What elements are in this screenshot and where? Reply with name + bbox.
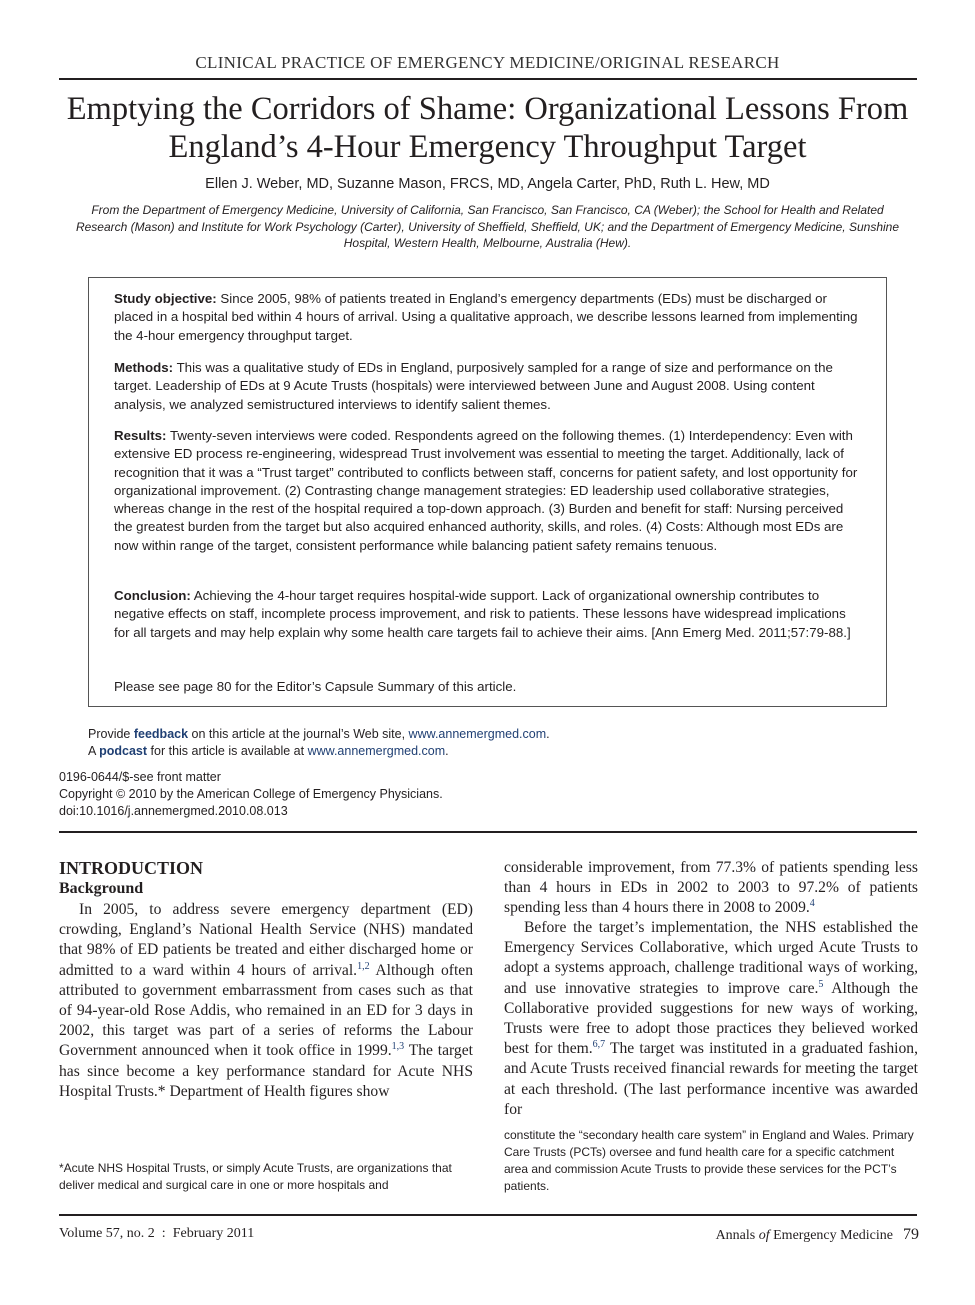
section-header: CLINICAL PRACTICE OF EMERGENCY MEDICINE/ORIGINAL RESEARCH (195, 53, 780, 72)
podcast-pre: A (88, 744, 100, 758)
conclusion-text: Achieving the 4-hour target requires hospital-wide support. Lack of organizational ownership contributes to negative effects on staff, incomplete process improvement, and risk to patients. These lessons have widespread implications for all targets and may help explain why some health care targets fail to achieve their aims. [Ann Emerg Med. 2011;57:79-88.] (114, 588, 851, 640)
abstract-methods (114, 359, 864, 414)
introduction-heading: INTRODUCTION (59, 858, 204, 878)
feedback-pre: Provide (88, 727, 134, 741)
meta-rule (59, 831, 917, 833)
article-meta (59, 769, 443, 820)
title-line-2: England’s 4-Hour Emergency Throughput Target (168, 129, 807, 165)
left-text-c: The target has since become a key performance standard for Acute NHS Hospital Trusts.* Department of Health figures show (59, 1042, 473, 1100)
ref-link[interactable]: 4 (809, 898, 815, 910)
ref-link[interactable]: 1,3 (391, 1041, 405, 1053)
footer-journal (716, 1226, 919, 1244)
methods-text: This was a qualitative study of EDs in England, purposively sampled for a range of size and performance on the target. Leadership of EDs at 9 Acute Trusts (hospitals) were interviewed between June and August 2008. Using content analysis, we analyzed semistructured interviews to identify salient themes. (114, 360, 833, 412)
left-text-b: Although often attributed to government embarrassment from cases such as that of 94-year-old Rose Addis, who remained in an ED for 3 days in 2002, this target was part of a series of reforms the Labour Government announced when it took office in 1999. (59, 961, 473, 1060)
podcast-url-link[interactable]: www.annemergmed.com (307, 744, 446, 758)
ref-link[interactable]: 6,7 (592, 1039, 606, 1051)
results-text: Twenty-seven interviews were coded. Respondents agreed on the following themes. (1) Interdependency: Even with extensive ED process re-engineering, widespread Trust involvement was essential to meeting the target. Additionally, lack of recognition that it was a “Trust target” contributed to conflicts between staff, concerns for patient safety, and lost opportunity for organizational improvement. (2) Contrasting change management strategies: ED leadership used collaborative strategies, whereas change in the rest of the hospital required a top-down approach. (3) Burden and benefit for staff: Nursing perceived the greatest burden from the target but also acquired enhanced authority, skills, and roles. (4) Costs: Although most EDs are now within range of the target, consistent performance while balancing patient safety remains tenuous. (114, 428, 858, 553)
ref-link[interactable]: 5 (818, 978, 824, 990)
footer-rule (59, 1214, 917, 1216)
journal-name-a: Annals (715, 1228, 759, 1243)
right-column-paragraph-1 (504, 858, 918, 919)
page-number: 79 (903, 1226, 919, 1243)
affiliation: From the Department of Emergency Medicine, University of California, San Francisco, San Francisco, CA (Weber); the School for Health and Related Research (Mason) and Institute for Work Psychology (Carter), University of Sheffield, Sheffield, UK; and the Department of Emergency Medicine, Sunshine Hospital, Western Health, Melbourne, Australia (Hew). (75, 203, 900, 250)
header-rule (59, 78, 917, 80)
footnote-left: *Acute NHS Hospital Trusts, or simply Acute Trusts, are organizations that deliver medical and surgical care in one or more hospitals and (59, 1161, 452, 1192)
objective-label: Study objective: (114, 291, 217, 306)
conclusion-label: Conclusion: (114, 588, 191, 603)
copyright: Copyright © 2010 by the American College of Emergency Physicians. (59, 787, 443, 801)
left-text-a: In 2005, to address severe emergency department (ED) crowding, England’s National Health Service (NHS) mandated that 98% of ED patients be treated and either discharged home or admitted to a ward within 4 hours of arrival. (59, 901, 473, 979)
feedback-line (88, 727, 550, 741)
feedback-end: . (546, 727, 550, 741)
methods-label: Methods: (114, 360, 174, 375)
article-title (40, 90, 935, 166)
right-text-d: The target was instituted in a graduated fashion, and Acute Trusts received financial rewards for meeting the target at each threshold. (The last performance incentive was awarded for (504, 1040, 918, 1118)
background-heading: Background (59, 880, 144, 897)
objective-text: Since 2005, 98% of patients treated in England’s emergency departments (EDs) must be discharged or placed in a hospital bed within 4 hours of arrival. Using a qualitative approach, we describe lessons learned from implementing the 4-hour emergency throughput target. (114, 291, 858, 343)
ref-link[interactable]: 1,2 (357, 960, 370, 972)
right-text-a: considerable improvement, from 77.3% of patients spending less than 4 hours in EDs in 2002 to 2003 to 97.2% of patients spending less than 4 hours there in 2008 to 2009. (504, 859, 918, 917)
title-line-1: Emptying the Corridors of Shame: Organizational Lessons From (66, 91, 909, 127)
right-column-paragraph-2 (504, 918, 918, 1120)
podcast-mid: for this article is available at (147, 744, 308, 758)
feedback-link[interactable]: feedback (133, 727, 189, 741)
abstract-results (114, 427, 864, 555)
podcast-line (88, 744, 449, 758)
feedback-mid: on this article at the journal’s Web site, (188, 727, 409, 741)
left-column-paragraph (59, 900, 473, 1102)
abstract-objective (114, 290, 864, 345)
issn: 0196-0644/$-see front matter (59, 770, 221, 784)
right-text-b: Before the target’s implementation, the NHS established the Emergency Services Collaborative, which urged Acute Trusts to adopt a systems approach, challenge traditional ways of working, and use innovative strategies to improve care. (504, 919, 918, 997)
feedback-url-link[interactable]: www.annemergmed.com (408, 727, 547, 741)
doi: doi:10.1016/j.annemergmed.2010.08.013 (59, 804, 288, 818)
abstract-conclusion (114, 587, 864, 642)
podcast-link[interactable]: podcast (99, 744, 148, 758)
footnote-right: constitute the “secondary health care system” in England and Wales. Primary Care Trusts (PCTs) oversee and fund health care for a specific catchment area and commission Acute Trusts to provide these services for the PCT’s patients. (504, 1128, 914, 1193)
results-label: Results: (114, 428, 167, 443)
footer-volume: Volume 57, no. 2 : February 2011 (59, 1226, 255, 1241)
authors: Ellen J. Weber, MD, Suzanne Mason, FRCS, MD, Angela Carter, PhD, Ruth L. Hew, MD (205, 176, 770, 192)
podcast-end: . (445, 744, 449, 758)
right-text-c: Although the Collaborative provided suggestions for new ways of working, Trusts were free to adopt those practices they believed worked best for them. (504, 979, 918, 1058)
journal-name-of: of (758, 1228, 770, 1243)
capsule-note: Please see page 80 for the Editor’s Capsule Summary of this article. (114, 679, 517, 694)
journal-name-b: Emergency Medicine (769, 1228, 893, 1243)
